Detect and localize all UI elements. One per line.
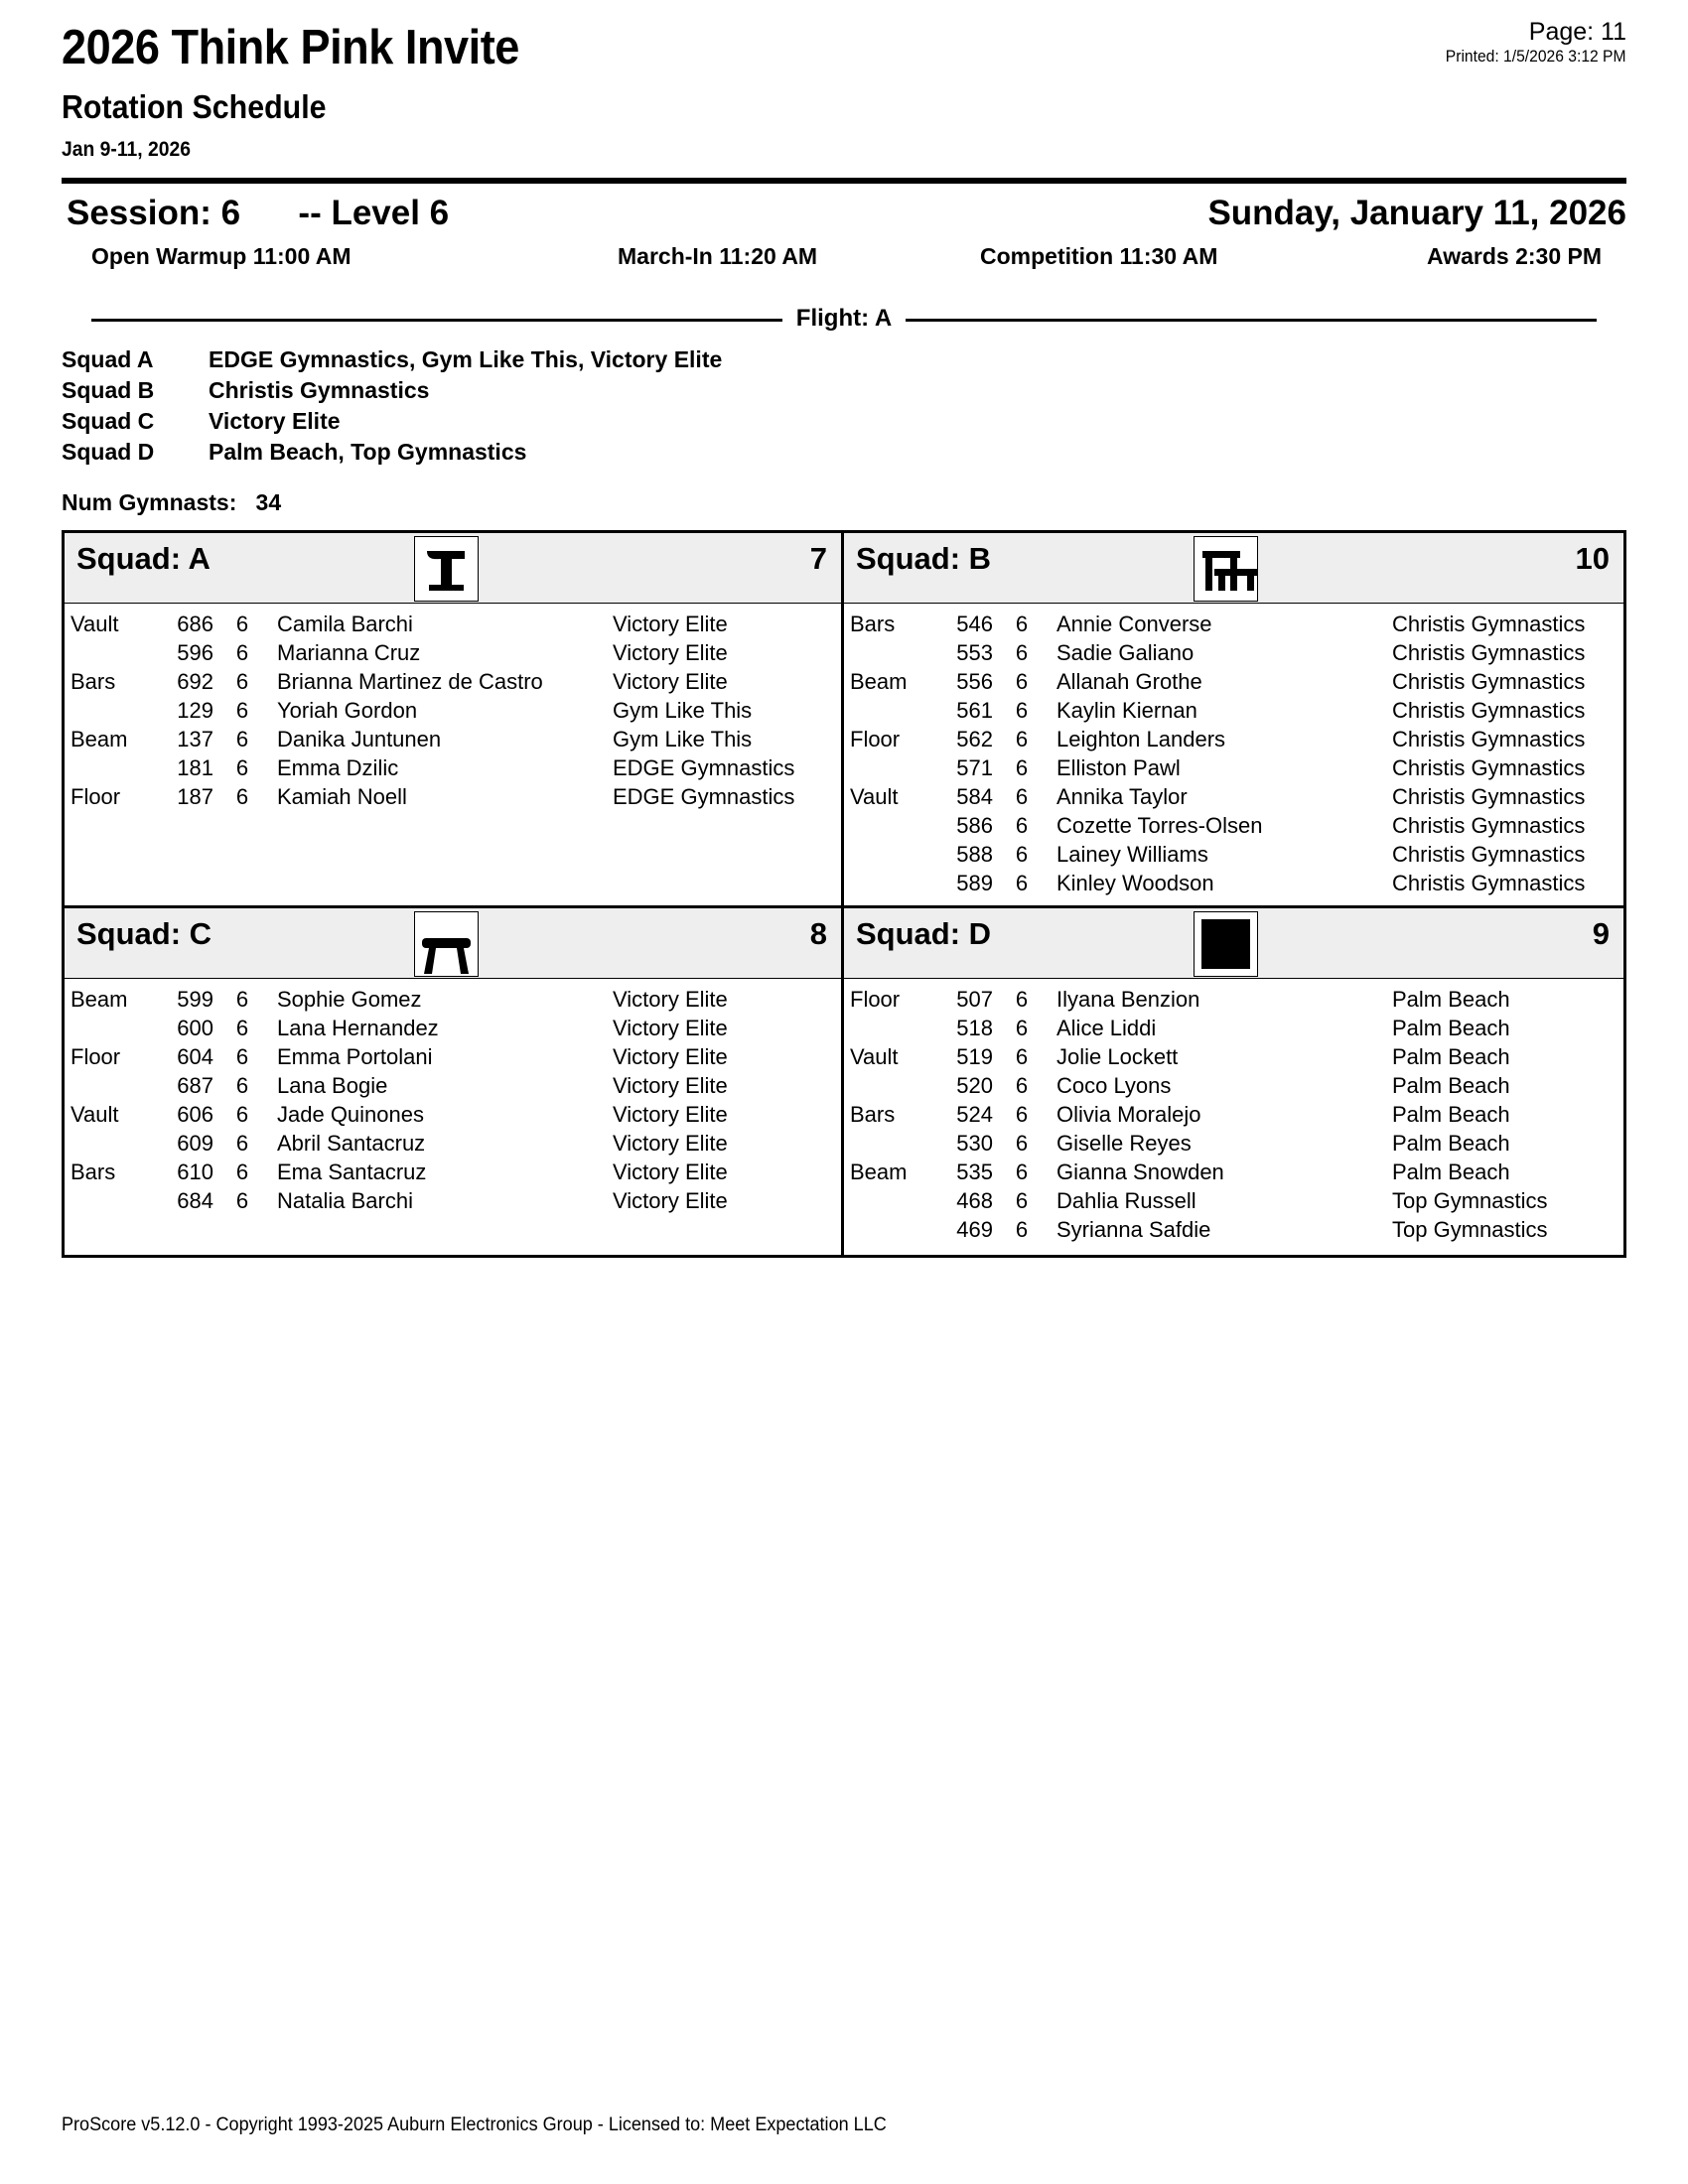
roster-club: Gym Like This bbox=[613, 727, 753, 751]
squad-title: Squad: A bbox=[76, 541, 211, 576]
roster-name: Lainey Williams bbox=[1056, 842, 1208, 867]
session-header bbox=[62, 194, 1626, 239]
report-title: Rotation Schedule bbox=[62, 88, 327, 125]
roster-level: 6 bbox=[235, 612, 249, 636]
roster-level: 6 bbox=[1015, 640, 1029, 665]
roster-name: Gianna Snowden bbox=[1056, 1160, 1224, 1184]
roster-club: Victory Elite bbox=[613, 1073, 728, 1098]
roster-club: EDGE Gymnastics bbox=[613, 784, 795, 809]
roster-number: 609 bbox=[177, 1131, 213, 1156]
roster-club: Victory Elite bbox=[613, 1016, 728, 1040]
roster-apparatus: Vault bbox=[70, 1102, 119, 1127]
roster-name: Annie Converse bbox=[1056, 612, 1212, 636]
squad-summary-label: Squad B bbox=[62, 377, 155, 403]
roster-name: Emma Portolani bbox=[277, 1044, 433, 1069]
roster-name: Giselle Reyes bbox=[1056, 1131, 1192, 1156]
squad-title: Squad: D bbox=[856, 916, 992, 951]
roster-level: 6 bbox=[235, 755, 249, 780]
roster-apparatus: Beam bbox=[850, 1160, 908, 1184]
roster-apparatus: Bars bbox=[70, 1160, 116, 1184]
roster-club: Palm Beach bbox=[1392, 1131, 1510, 1156]
roster-level: 6 bbox=[1015, 813, 1029, 838]
roster-apparatus bbox=[65, 696, 142, 725]
squad-panel-d bbox=[844, 908, 1623, 1255]
roster-level: 6 bbox=[235, 784, 249, 809]
roster-number: 530 bbox=[956, 1131, 993, 1156]
roster-name: Elliston Pawl bbox=[1056, 755, 1181, 780]
squad-title: Squad: C bbox=[76, 916, 212, 951]
roster-name: Lana Hernandez bbox=[277, 1016, 439, 1040]
roster-apparatus: Bars bbox=[70, 669, 116, 694]
session-level-label: Session: 6 -- Level 6 bbox=[67, 194, 450, 232]
roster-row bbox=[844, 1100, 1623, 1129]
print-info bbox=[1430, 18, 1626, 67]
roster-level: 6 bbox=[1015, 784, 1029, 809]
squad-roster bbox=[844, 604, 1623, 905]
roster-number: 600 bbox=[177, 1016, 213, 1040]
roster-apparatus bbox=[844, 753, 921, 782]
roster-club: EDGE Gymnastics bbox=[613, 755, 795, 780]
roster-level: 6 bbox=[235, 698, 249, 723]
session-date: Sunday, January 11, 2026 bbox=[1207, 194, 1626, 232]
roster-name: Jade Quinones bbox=[277, 1102, 424, 1127]
roster-number: 187 bbox=[177, 784, 213, 809]
roster-club: Palm Beach bbox=[1392, 1102, 1510, 1127]
roster-row bbox=[65, 985, 841, 1014]
roster-level: 6 bbox=[1015, 755, 1029, 780]
roster-apparatus bbox=[844, 869, 921, 897]
roster-number: 684 bbox=[177, 1188, 213, 1213]
roster-row bbox=[844, 638, 1623, 667]
roster-number: 561 bbox=[956, 698, 993, 723]
flight-rule-right bbox=[906, 319, 1597, 322]
roster-name: Yoriah Gordon bbox=[277, 698, 418, 723]
roster-row bbox=[65, 667, 841, 696]
roster-number: 518 bbox=[956, 1016, 993, 1040]
roster-apparatus bbox=[65, 1014, 142, 1042]
roster-name: Sophie Gomez bbox=[277, 987, 422, 1012]
squad-summary-line bbox=[62, 375, 1626, 406]
roster-number: 546 bbox=[956, 612, 993, 636]
roster-apparatus bbox=[844, 1186, 921, 1215]
roster-level: 6 bbox=[235, 640, 249, 665]
squad-summary-line bbox=[62, 406, 1626, 437]
roster-apparatus: Vault bbox=[850, 784, 899, 809]
roster-number: 589 bbox=[956, 871, 993, 895]
roster-club: Victory Elite bbox=[613, 1160, 728, 1184]
squad-count: 7 bbox=[809, 541, 827, 576]
flight-rule-left bbox=[91, 319, 782, 322]
squad-club-summary bbox=[62, 344, 1626, 468]
roster-club: Palm Beach bbox=[1392, 987, 1510, 1012]
roster-number: 535 bbox=[956, 1160, 993, 1184]
squad-grid bbox=[62, 530, 1626, 1258]
squad-summary-clubs: Victory Elite bbox=[209, 408, 341, 434]
uneven-bars-icon bbox=[1194, 536, 1258, 602]
roster-row bbox=[844, 667, 1623, 696]
roster-name: Leighton Landers bbox=[1056, 727, 1226, 751]
roster-row bbox=[844, 782, 1623, 811]
roster-number: 507 bbox=[956, 987, 993, 1012]
roster-number: 468 bbox=[956, 1188, 993, 1213]
roster-name: Dahlia Russell bbox=[1056, 1188, 1196, 1213]
roster-name: Camila Barchi bbox=[277, 612, 413, 636]
roster-number: 524 bbox=[956, 1102, 993, 1127]
roster-number: 556 bbox=[956, 669, 993, 694]
roster-level: 6 bbox=[235, 727, 249, 751]
roster-apparatus: Floor bbox=[850, 727, 901, 751]
roster-level: 6 bbox=[235, 1044, 249, 1069]
roster-apparatus: Vault bbox=[850, 1044, 899, 1069]
roster-club: Christis Gymnastics bbox=[1392, 727, 1586, 751]
roster-row bbox=[844, 1186, 1623, 1215]
roster-club: Victory Elite bbox=[613, 1188, 728, 1213]
squad-panel-header bbox=[844, 533, 1623, 604]
roster-number: 596 bbox=[177, 640, 213, 665]
roster-row bbox=[65, 1071, 841, 1100]
roster-level: 6 bbox=[1015, 842, 1029, 867]
squad-summary-label: Squad A bbox=[62, 346, 154, 372]
printed-timestamp: Printed: 1/5/2026 3:12 PM bbox=[1446, 46, 1626, 66]
meet-title: 2026 Think Pink Invite bbox=[62, 21, 519, 74]
roster-name: Ilyana Benzion bbox=[1056, 987, 1200, 1012]
roster-number: 686 bbox=[177, 612, 213, 636]
roster-number: 610 bbox=[177, 1160, 213, 1184]
squad-grid-row bbox=[65, 908, 1623, 1255]
roster-name: Ema Santacruz bbox=[277, 1160, 427, 1184]
squad-summary-clubs: Christis Gymnastics bbox=[209, 377, 430, 403]
roster-level: 6 bbox=[235, 1102, 249, 1127]
roster-row bbox=[65, 1014, 841, 1042]
roster-level: 6 bbox=[235, 1188, 249, 1213]
roster-number: 692 bbox=[177, 669, 213, 694]
roster-name: Jolie Lockett bbox=[1056, 1044, 1179, 1069]
squad-summary-label: Squad C bbox=[62, 408, 155, 434]
roster-level: 6 bbox=[1015, 1044, 1029, 1069]
roster-number: 588 bbox=[956, 842, 993, 867]
roster-apparatus: Floor bbox=[70, 784, 121, 809]
awards-time: Awards 2:30 PM bbox=[1427, 243, 1602, 269]
roster-club: Top Gymnastics bbox=[1392, 1217, 1548, 1242]
roster-club: Victory Elite bbox=[613, 640, 728, 665]
roster-number: 599 bbox=[177, 987, 213, 1012]
roster-number: 520 bbox=[956, 1073, 993, 1098]
roster-apparatus: Bars bbox=[850, 1102, 896, 1127]
squad-count: 8 bbox=[809, 916, 827, 951]
roster-row bbox=[844, 1215, 1623, 1244]
roster-apparatus bbox=[844, 1215, 921, 1244]
roster-club: Gym Like This bbox=[613, 698, 753, 723]
squad-panel-b bbox=[844, 533, 1623, 905]
roster-name: Olivia Moralejo bbox=[1056, 1102, 1201, 1127]
roster-name: Lana Bogie bbox=[277, 1073, 388, 1098]
roster-name: Kamiah Noell bbox=[277, 784, 407, 809]
roster-level: 6 bbox=[1015, 612, 1029, 636]
roster-row bbox=[844, 696, 1623, 725]
roster-level: 6 bbox=[1015, 1102, 1029, 1127]
flight-divider bbox=[62, 299, 1626, 339]
roster-number: 571 bbox=[956, 755, 993, 780]
roster-apparatus bbox=[844, 1129, 921, 1158]
squad-summary-clubs: EDGE Gymnastics, Gym Like This, Victory Elite bbox=[209, 346, 723, 372]
vault-table-icon bbox=[414, 536, 479, 602]
roster-row bbox=[844, 869, 1623, 897]
flight-label: Flight: A bbox=[795, 305, 893, 332]
roster-club: Palm Beach bbox=[1392, 1016, 1510, 1040]
roster-number: 519 bbox=[956, 1044, 993, 1069]
roster-apparatus bbox=[844, 1071, 921, 1100]
roster-number: 137 bbox=[177, 727, 213, 751]
roster-level: 6 bbox=[235, 1160, 249, 1184]
open-warmup-time: Open Warmup 11:00 AM bbox=[91, 243, 352, 269]
roster-name: Alice Liddi bbox=[1056, 1016, 1157, 1040]
roster-club: Top Gymnastics bbox=[1392, 1188, 1548, 1213]
roster-name: Annika Taylor bbox=[1056, 784, 1188, 809]
roster-apparatus: Beam bbox=[850, 669, 908, 694]
roster-apparatus bbox=[65, 1186, 142, 1215]
roster-level: 6 bbox=[235, 669, 249, 694]
roster-club: Palm Beach bbox=[1392, 1160, 1510, 1184]
roster-name: Emma Dzilic bbox=[277, 755, 399, 780]
header-divider bbox=[62, 178, 1626, 184]
roster-name: Kinley Woodson bbox=[1056, 871, 1214, 895]
roster-club: Christis Gymnastics bbox=[1392, 669, 1586, 694]
roster-name: Kaylin Kiernan bbox=[1056, 698, 1197, 723]
roster-row bbox=[844, 840, 1623, 869]
roster-row bbox=[844, 1129, 1623, 1158]
squad-panel-header bbox=[65, 533, 841, 604]
roster-apparatus bbox=[844, 811, 921, 840]
roster-row bbox=[65, 782, 841, 811]
roster-row bbox=[65, 1100, 841, 1129]
march-in-time: March-In 11:20 AM bbox=[618, 243, 818, 269]
roster-level: 6 bbox=[1015, 1073, 1029, 1098]
roster-apparatus: Vault bbox=[70, 612, 119, 636]
roster-level: 6 bbox=[1015, 698, 1029, 723]
roster-level: 6 bbox=[235, 1131, 249, 1156]
roster-level: 6 bbox=[1015, 1217, 1029, 1242]
floor-exercise-icon bbox=[1194, 911, 1258, 977]
roster-number: 606 bbox=[177, 1102, 213, 1127]
squad-roster bbox=[65, 979, 841, 1255]
roster-club: Victory Elite bbox=[613, 1131, 728, 1156]
roster-level: 6 bbox=[235, 1073, 249, 1098]
roster-level: 6 bbox=[1015, 669, 1029, 694]
roster-name: Coco Lyons bbox=[1056, 1073, 1172, 1098]
roster-number: 129 bbox=[177, 698, 213, 723]
roster-name: Cozette Torres-Olsen bbox=[1056, 813, 1263, 838]
roster-club: Christis Gymnastics bbox=[1392, 698, 1586, 723]
roster-row bbox=[65, 725, 841, 753]
roster-row bbox=[65, 610, 841, 638]
roster-apparatus bbox=[65, 1071, 142, 1100]
roster-row bbox=[844, 985, 1623, 1014]
roster-club: Christis Gymnastics bbox=[1392, 640, 1586, 665]
roster-level: 6 bbox=[1015, 1188, 1029, 1213]
squad-panel-header bbox=[844, 908, 1623, 979]
meet-dates: Jan 9-11, 2026 bbox=[62, 138, 191, 161]
roster-level: 6 bbox=[1015, 727, 1029, 751]
roster-number: 687 bbox=[177, 1073, 213, 1098]
roster-apparatus bbox=[844, 1014, 921, 1042]
roster-club: Victory Elite bbox=[613, 1102, 728, 1127]
roster-row bbox=[844, 1042, 1623, 1071]
roster-level: 6 bbox=[1015, 987, 1029, 1012]
roster-row bbox=[844, 753, 1623, 782]
roster-name: Brianna Martinez de Castro bbox=[277, 669, 543, 694]
roster-club: Christis Gymnastics bbox=[1392, 784, 1586, 809]
roster-name: Allanah Grothe bbox=[1056, 669, 1202, 694]
roster-row bbox=[65, 1129, 841, 1158]
roster-number: 469 bbox=[956, 1217, 993, 1242]
squad-roster bbox=[844, 979, 1623, 1255]
roster-row bbox=[844, 610, 1623, 638]
roster-club: Christis Gymnastics bbox=[1392, 755, 1586, 780]
roster-level: 6 bbox=[235, 987, 249, 1012]
roster-apparatus bbox=[844, 638, 921, 667]
roster-apparatus bbox=[65, 638, 142, 667]
squad-panel-header bbox=[65, 908, 841, 979]
squad-summary-line bbox=[62, 437, 1626, 468]
roster-club: Victory Elite bbox=[613, 612, 728, 636]
competition-time: Competition 11:30 AM bbox=[980, 243, 1218, 269]
roster-row bbox=[844, 725, 1623, 753]
roster-number: 604 bbox=[177, 1044, 213, 1069]
roster-club: Christis Gymnastics bbox=[1392, 871, 1586, 895]
squad-summary-line bbox=[62, 344, 1626, 375]
roster-apparatus: Floor bbox=[70, 1044, 121, 1069]
roster-name: Abril Santacruz bbox=[277, 1131, 426, 1156]
session-times bbox=[62, 243, 1626, 279]
roster-level: 6 bbox=[235, 1016, 249, 1040]
roster-apparatus bbox=[65, 753, 142, 782]
roster-row bbox=[65, 1186, 841, 1215]
squad-panel-c bbox=[65, 908, 844, 1255]
roster-row bbox=[65, 753, 841, 782]
roster-row bbox=[65, 696, 841, 725]
squad-roster bbox=[65, 604, 841, 880]
roster-apparatus: Beam bbox=[70, 727, 128, 751]
roster-level: 6 bbox=[1015, 1016, 1029, 1040]
squad-summary-label: Squad D bbox=[62, 439, 155, 465]
roster-row bbox=[65, 1042, 841, 1071]
num-gymnasts: Num Gymnasts: 34 bbox=[62, 489, 282, 515]
roster-club: Victory Elite bbox=[613, 669, 728, 694]
roster-name: Marianna Cruz bbox=[277, 640, 421, 665]
roster-number: 181 bbox=[177, 755, 213, 780]
footer-copyright: ProScore v5.12.0 - Copyright 1993-2025 Auburn Electronics Group - Licensed to: Meet Expectation LLC bbox=[62, 2115, 887, 2135]
squad-panel-a bbox=[65, 533, 844, 905]
roster-apparatus bbox=[65, 1129, 142, 1158]
page-number: Page: 11 bbox=[1528, 18, 1626, 46]
roster-number: 553 bbox=[956, 640, 993, 665]
roster-row bbox=[65, 638, 841, 667]
roster-row bbox=[844, 1158, 1623, 1186]
roster-club: Victory Elite bbox=[613, 987, 728, 1012]
squad-count: 9 bbox=[1592, 916, 1610, 951]
roster-apparatus: Bars bbox=[850, 612, 896, 636]
roster-number: 562 bbox=[956, 727, 993, 751]
roster-name: Syrianna Safdie bbox=[1056, 1217, 1211, 1242]
roster-club: Palm Beach bbox=[1392, 1044, 1510, 1069]
roster-apparatus: Floor bbox=[850, 987, 901, 1012]
roster-row bbox=[65, 1158, 841, 1186]
roster-apparatus: Beam bbox=[70, 987, 128, 1012]
roster-number: 584 bbox=[956, 784, 993, 809]
roster-apparatus bbox=[844, 696, 921, 725]
roster-apparatus bbox=[844, 840, 921, 869]
roster-name: Danika Juntunen bbox=[277, 727, 442, 751]
squad-title: Squad: B bbox=[856, 541, 992, 576]
roster-name: Natalia Barchi bbox=[277, 1188, 413, 1213]
roster-club: Christis Gymnastics bbox=[1392, 813, 1586, 838]
report-header bbox=[62, 0, 1626, 174]
roster-row bbox=[844, 1071, 1623, 1100]
roster-row bbox=[844, 811, 1623, 840]
roster-name: Sadie Galiano bbox=[1056, 640, 1195, 665]
squad-grid-row bbox=[65, 533, 1623, 908]
roster-row bbox=[844, 1014, 1623, 1042]
roster-club: Palm Beach bbox=[1392, 1073, 1510, 1098]
balance-beam-icon bbox=[414, 911, 479, 977]
roster-club: Christis Gymnastics bbox=[1392, 612, 1586, 636]
roster-number: 586 bbox=[956, 813, 993, 838]
roster-level: 6 bbox=[1015, 871, 1029, 895]
squad-summary-clubs: Palm Beach, Top Gymnastics bbox=[209, 439, 527, 465]
roster-level: 6 bbox=[1015, 1160, 1029, 1184]
roster-club: Victory Elite bbox=[613, 1044, 728, 1069]
roster-club: Christis Gymnastics bbox=[1392, 842, 1586, 867]
roster-level: 6 bbox=[1015, 1131, 1029, 1156]
squad-count: 10 bbox=[1575, 541, 1610, 576]
